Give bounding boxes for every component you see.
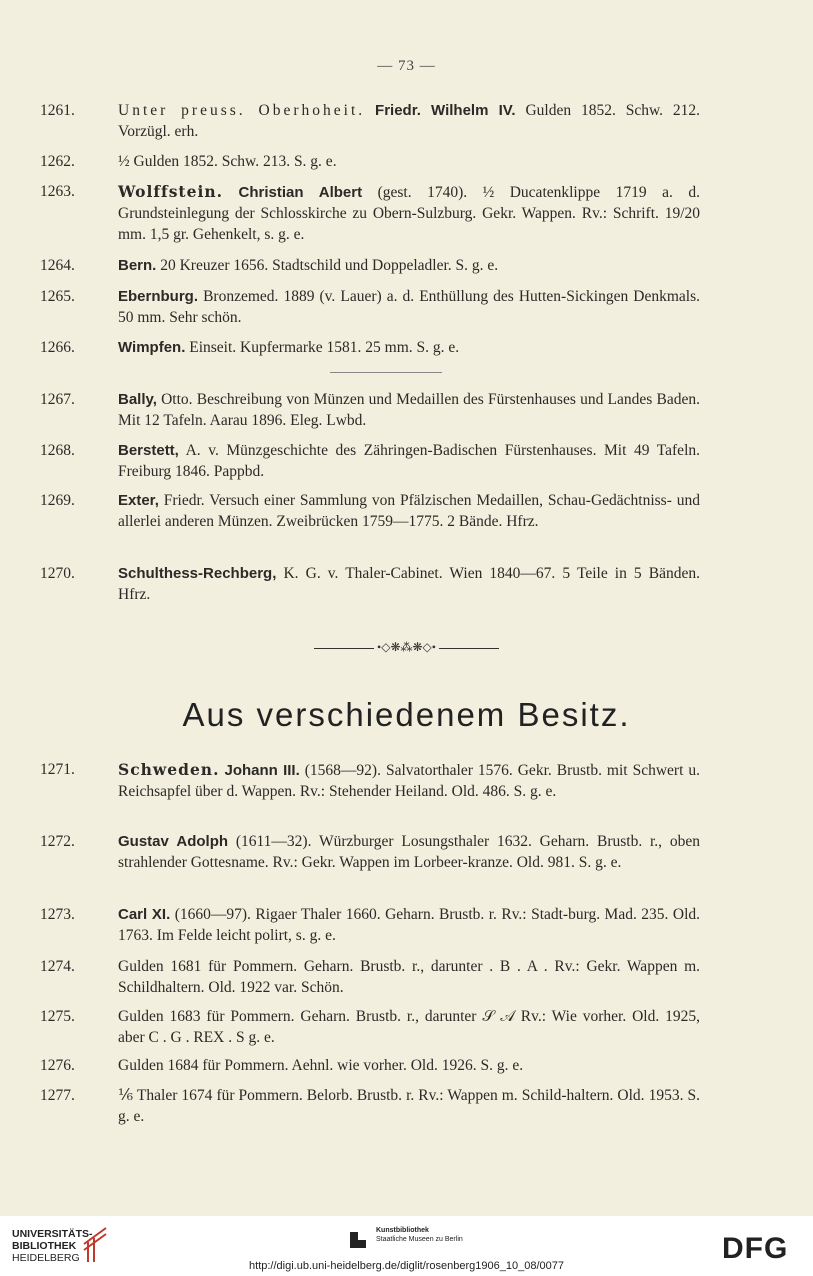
entry-text — [118, 440, 700, 482]
entry-number: 1266. — [40, 339, 75, 356]
catalog-entry — [40, 389, 700, 431]
kb-logo-line1: Kunstbibliothek — [376, 1227, 429, 1234]
kunstbibliothek-logo[interactable] — [376, 1226, 463, 1244]
entry-number: 1268. — [40, 442, 75, 459]
kb-logo-line2: Staatliche Museen zu Berlin — [376, 1236, 463, 1243]
entry-text — [118, 389, 700, 431]
section-heading: Aus verschiedenem Besitz. — [182, 696, 631, 733]
ornament-line-left — [314, 648, 374, 649]
entry-bold-title: Bally, — [118, 391, 157, 408]
catalog-entry — [40, 563, 700, 605]
entry-description: Einseit. Kupfermarke 1581. 25 mm. S. g. e. — [185, 339, 460, 356]
entry-number: 1261. — [40, 102, 75, 119]
entry-number: 1273. — [40, 906, 75, 923]
entry-number: 1263. — [40, 183, 75, 200]
entry-text — [118, 563, 700, 605]
entry-number: 1262. — [40, 153, 75, 170]
entry-bold-title: Exter, — [118, 492, 159, 509]
entry-text — [118, 337, 700, 358]
entry-text — [118, 286, 700, 328]
entry-number: 1274. — [40, 958, 75, 975]
catalog-entry — [40, 490, 700, 532]
entry-number: 1277. — [40, 1087, 75, 1104]
entry-number: 1276. — [40, 1057, 75, 1074]
ornament-glyph: •◇❋⁂❋◇• — [377, 640, 436, 654]
catalog-entry — [40, 759, 700, 802]
entry-blackletter-title: Wolffstein. — [118, 182, 224, 201]
entry-text: Gulden 1684 für Pommern. Aehnl. wie vorher. Old. 1926. S. g. e. — [118, 1057, 524, 1074]
catalog-entry — [40, 956, 700, 998]
catalog-entry — [40, 1085, 700, 1127]
entry-bold-title: Gustav Adolph — [118, 833, 229, 850]
entry-text: ½ Gulden 1852. Schw. 213. S. g. e. — [118, 153, 337, 170]
entry-description: Bronzemed. 1889 (v. Lauer) a. d. Enthüllung des Hutten-Sickingen Denkmals. 50 mm. Sehr schön. — [118, 288, 700, 326]
entry-description: K. G. v. Thaler-Cabinet. Wien 1840—67. 5 Teile in 5 Bänden. Hfrz. — [118, 565, 700, 603]
entry-text — [118, 100, 700, 142]
entry-text — [118, 759, 700, 802]
entry-text — [118, 255, 700, 276]
dfg-logo[interactable]: DFG — [722, 1232, 789, 1265]
entry-description: (1660—97). Rigaer Thaler 1660. Geharn. Brustb. r. Rv.: Stadt-burg. Mad. 235. Old. 1763. Im Felde leicht polirt, s. g. e. — [118, 906, 701, 944]
catalog-entry — [40, 1006, 700, 1048]
entry-text — [118, 904, 700, 946]
entry-description: (1568—92). Salvatorthaler 1576. Gekr. Brustb. mit Schwert u. Reichsapfel über d. Wappen. Rv.: Stehender Heiland. Old. 486. S. g. e. — [118, 762, 700, 800]
entry-bold-title: Friedr. Wilhelm IV. — [375, 102, 516, 119]
entry-description: Friedr. Versuch einer Sammlung von Pfälzischen Medaillen, Schau-Gedächtniss- und allerlei anderen Münzen. Zweibrücken 1759—1775. 2 Bände. Hfrz. — [118, 492, 700, 530]
entry-bold-title: Wimpfen. — [118, 339, 186, 356]
kunstbibliothek-logo-icon — [348, 1230, 368, 1250]
entry-text — [118, 181, 700, 245]
entry-text — [118, 490, 700, 532]
catalog-entry — [40, 831, 700, 873]
catalog-entry — [40, 337, 700, 358]
ub-logo-line2: BIBLIOTHEK — [12, 1240, 77, 1252]
catalog-entry — [40, 181, 700, 245]
entry-bold-title: Johann III. — [224, 762, 300, 779]
entry-number: 1270. — [40, 565, 75, 582]
ub-logo-mark-icon — [80, 1224, 110, 1264]
ub-logo-line1: UNIVERSITÄTS- — [12, 1228, 93, 1240]
ornament-line-right — [439, 648, 499, 649]
entry-description: (gest. 1740). ½ Ducatenklippe 1719 a. d. Grundsteinlegung der Schlosskirche zu Obern-Sulzburg. Gekr. Wappen. Rv.: Schrift. 19/20 mm. 1,5 gr. Gehenkelt, s. g. e. — [118, 184, 700, 243]
entry-description: A. v. Münzgeschichte des Zähringen-Badischen Fürstenhauses. Mit 49 Tafeln. Freiburg 1846. Pappbd. — [118, 442, 700, 480]
entry-text: Gulden 1683 für Pommern. Geharn. Brustb. r., darunter 𝒮 𝒜 Rv.: Wie vorher. Old. 1925, aber C . G . REX . S g. e. — [118, 1008, 700, 1046]
entry-bold-title: Schulthess-Rechberg, — [118, 565, 277, 582]
entry-description: (1611—32). Würzburger Losungsthaler 1632. Geharn. Brustb. r., oben strahlender Gottesname. Rv.: Gekr. Wappen im Lorbeer-kranze. Old. 981. S. g. e. — [118, 833, 700, 871]
catalog-entry — [40, 255, 700, 276]
entry-number: 1267. — [40, 391, 75, 408]
catalog-entry — [40, 1055, 700, 1076]
ornament-divider — [0, 640, 813, 655]
entry-number: 1271. — [40, 761, 75, 778]
catalog-entry — [40, 151, 700, 172]
entry-number: 1264. — [40, 257, 75, 274]
entry-number: 1272. — [40, 833, 75, 850]
page-number: — 73 — — [377, 58, 436, 74]
entry-number: 1265. — [40, 288, 75, 305]
ub-logo-line3: HEIDELBERG — [12, 1252, 80, 1264]
page-url[interactable]: http://digi.ub.uni-heidelberg.de/diglit/rosenberg1906_10_08/0077 — [249, 1260, 564, 1272]
entry-bold-title: Berstett, — [118, 442, 179, 459]
entry-bold-title: Ebernburg. — [118, 288, 199, 305]
entry-text: ⅙ Thaler 1674 für Pommern. Belorb. Brustb. r. Rv.: Wappen m. Schild-haltern. Old. 1953. S. g. e. — [118, 1087, 700, 1125]
entry-description: 20 Kreuzer 1656. Stadtschild und Doppeladler. S. g. e. — [156, 257, 499, 274]
entry-bold-title: Christian Albert — [238, 184, 363, 201]
entry-bold-title: Carl XI. — [118, 906, 171, 923]
section-divider — [330, 372, 442, 373]
entry-number: 1269. — [40, 492, 75, 509]
entry-text — [118, 831, 700, 873]
catalog-entry — [40, 286, 700, 328]
entry-description: Otto. Beschreibung von Münzen und Medaillen des Fürstenhauses und Landes Baden. Mit 12 Tafeln. Aarau 1896. Eleg. Lwbd. — [118, 391, 700, 429]
entry-spaced-title: Unter preuss. Oberhoheit. — [118, 102, 366, 119]
entry-number: 1275. — [40, 1008, 75, 1025]
entry-blackletter-title: Schweden. — [118, 760, 220, 779]
entry-bold-title: Bern. — [118, 257, 157, 274]
entry-text: Gulden 1681 für Pommern. Geharn. Brustb. r., darunter . B . A . Rv.: Gekr. Wappen m. Schildhaltern. Old. 1922 var. Schön. — [118, 958, 700, 996]
catalog-entry — [40, 100, 700, 142]
catalog-entry — [40, 440, 700, 482]
entry-description: Gulden 1852. Schw. 212. Vorzügl. erh. — [118, 102, 701, 140]
catalog-entry — [40, 904, 700, 946]
